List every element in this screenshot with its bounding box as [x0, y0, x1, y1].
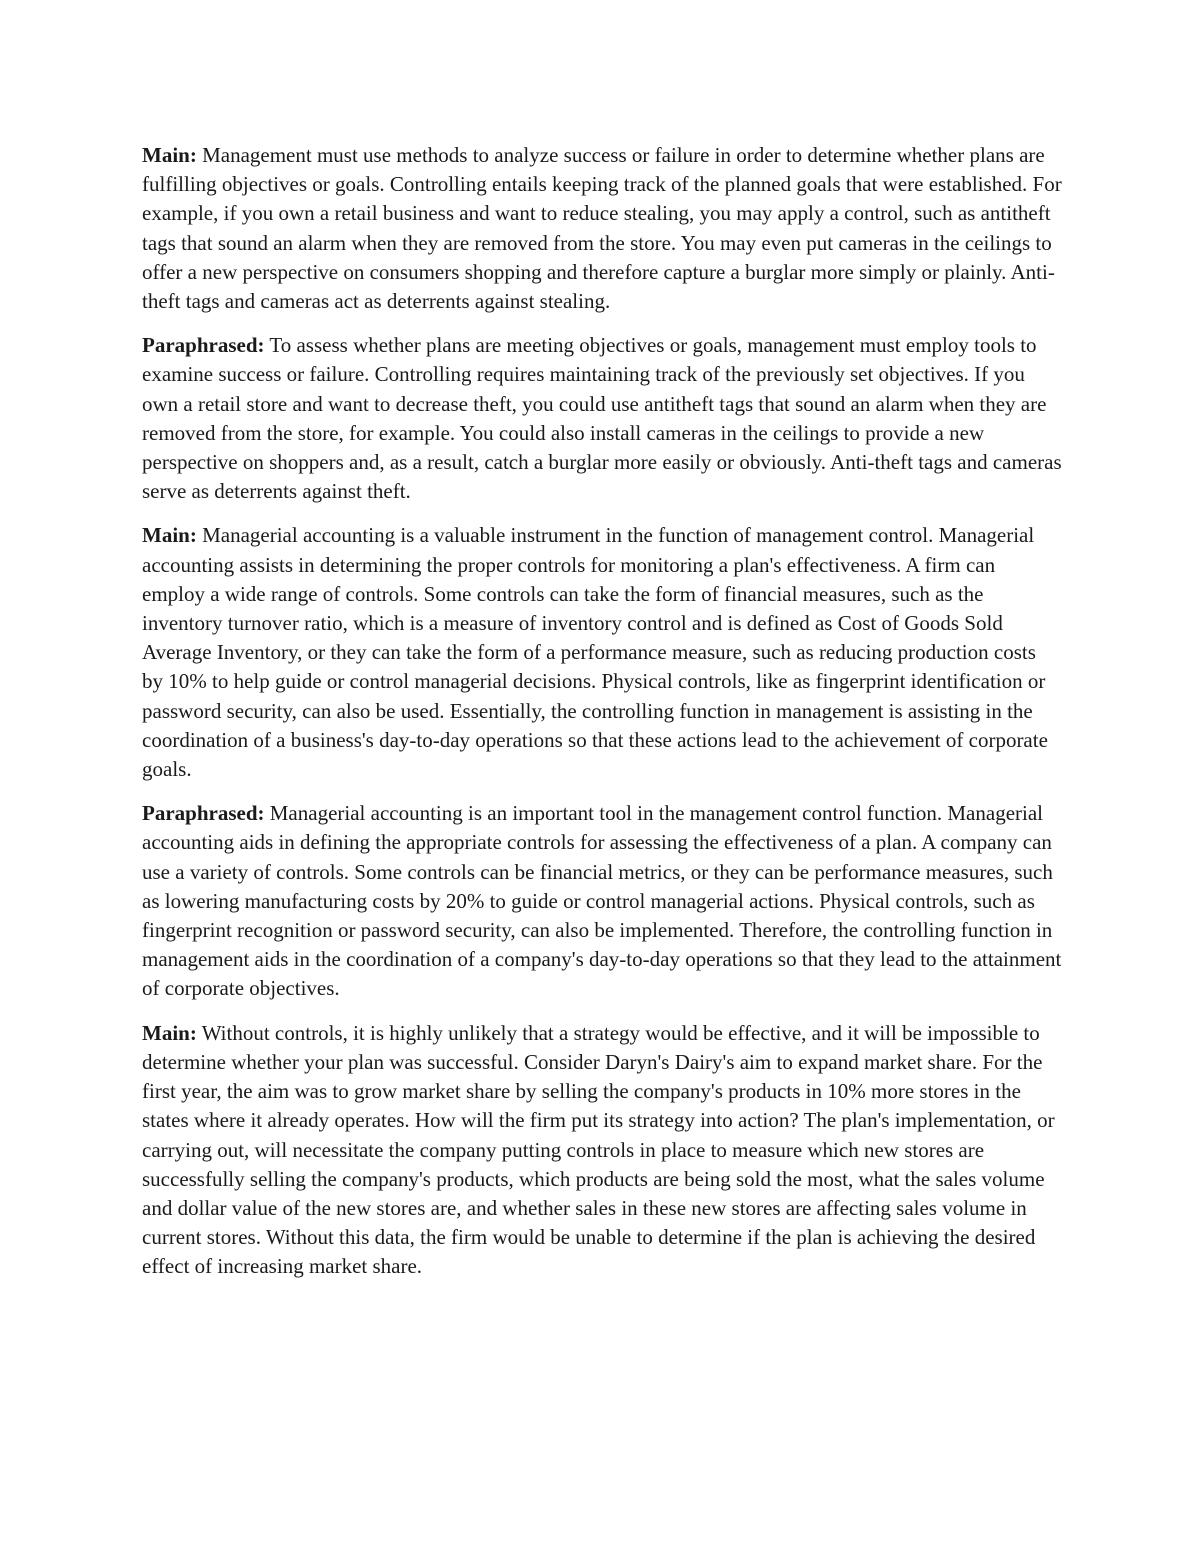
paragraph-paraphrased-1	[142, 331, 1062, 506]
paragraph-paraphrased-2	[142, 799, 1062, 1003]
paragraph-label: Main:	[142, 1020, 197, 1045]
document-body	[142, 141, 1062, 1297]
paragraph-text: Management must use methods to analyze success or failure in order to determine whether plans are fulfilling objectives or goals. Controlling entails keeping track of the planned goals that were established. For example, if you own a retail business and want to reduce stealing, you may apply a control, such as antitheft tags that sound an alarm when they are removed from the store. You may even put cameras in the ceilings to offer a new perspective on consumers shopping and therefore capture a burglar more simply or plainly. Anti-theft tags and cameras act as deterrents against stealing.	[142, 143, 1062, 314]
paragraph-label: Paraphrased:	[142, 801, 265, 826]
paragraph-main-1	[142, 141, 1062, 316]
paragraph-main-3	[142, 1019, 1062, 1282]
paragraph-text: To assess whether plans are meeting objectives or goals, management must employ tools to examine success or failure. Controlling requires maintaining track of the previously set objectives. If you own a retail store and want to decrease theft, you could use antitheft tags that sound an alarm when they are removed from the store, for example. You could also install cameras in the ceilings to provide a new perspective on shoppers and, as a result, catch a burglar more easily or obviously. Anti-theft tags and cameras serve as deterrents against theft.	[142, 333, 1062, 504]
paragraph-label: Paraphrased:	[142, 333, 265, 358]
paragraph-label: Main:	[142, 143, 197, 167]
paragraph-text: Managerial accounting is an important tool in the management control function. Managerial accounting aids in defining the appropriate controls for assessing the effectiveness of a plan. A company can use a variety of controls. Some controls can be financial metrics, or they can be performance measures, such as lowering manufacturing costs by 20% to guide or control managerial actions. Physical controls, such as fingerprint recognition or password security, can also be implemented. Therefore, the controlling function in management aids in the coordination of a company's day-to-day operations so that they lead to the attainment of corporate objectives.	[142, 801, 1062, 1001]
paragraph-main-2	[142, 521, 1062, 784]
paragraph-label: Main:	[142, 523, 197, 548]
paragraph-text: Managerial accounting is a valuable instrument in the function of management control. Managerial accounting assists in determining the proper controls for monitoring a plan's effectiveness. A firm can employ a wide range of controls. Some controls can take the form of financial measures, such as the inventory turnover ratio, which is a measure of inventory control and is defined as Cost of Goods Sold Average Inventory, or they can take the form of a performance measure, such as reducing production costs by 10% to help guide or control managerial decisions. Physical controls, like as fingerprint identification or password security, can also be used. Essentially, the controlling function in management is assisting in the coordination of a business's day-to-day operations so that these actions lead to the achievement of corporate goals.	[142, 523, 1048, 782]
paragraph-text: Without controls, it is highly unlikely that a strategy would be effective, and it will be impossible to determine whether your plan was successful. Consider Daryn's Dairy's aim to expand market share. For the first year, the aim was to grow market share by selling the company's products in 10% more stores in the states where it already operates. How will the firm put its strategy into action? The plan's implementation, or carrying out, will necessitate the company putting controls in place to measure which new stores are successfully selling the company's products, which products are being sold the most, what the sales volume and dollar value of the new stores are, and whether sales in these new stores are affecting sales volume in current stores. Without this data, the firm would be unable to determine if the plan is achieving the desired effect of increasing market share.	[142, 1020, 1055, 1279]
